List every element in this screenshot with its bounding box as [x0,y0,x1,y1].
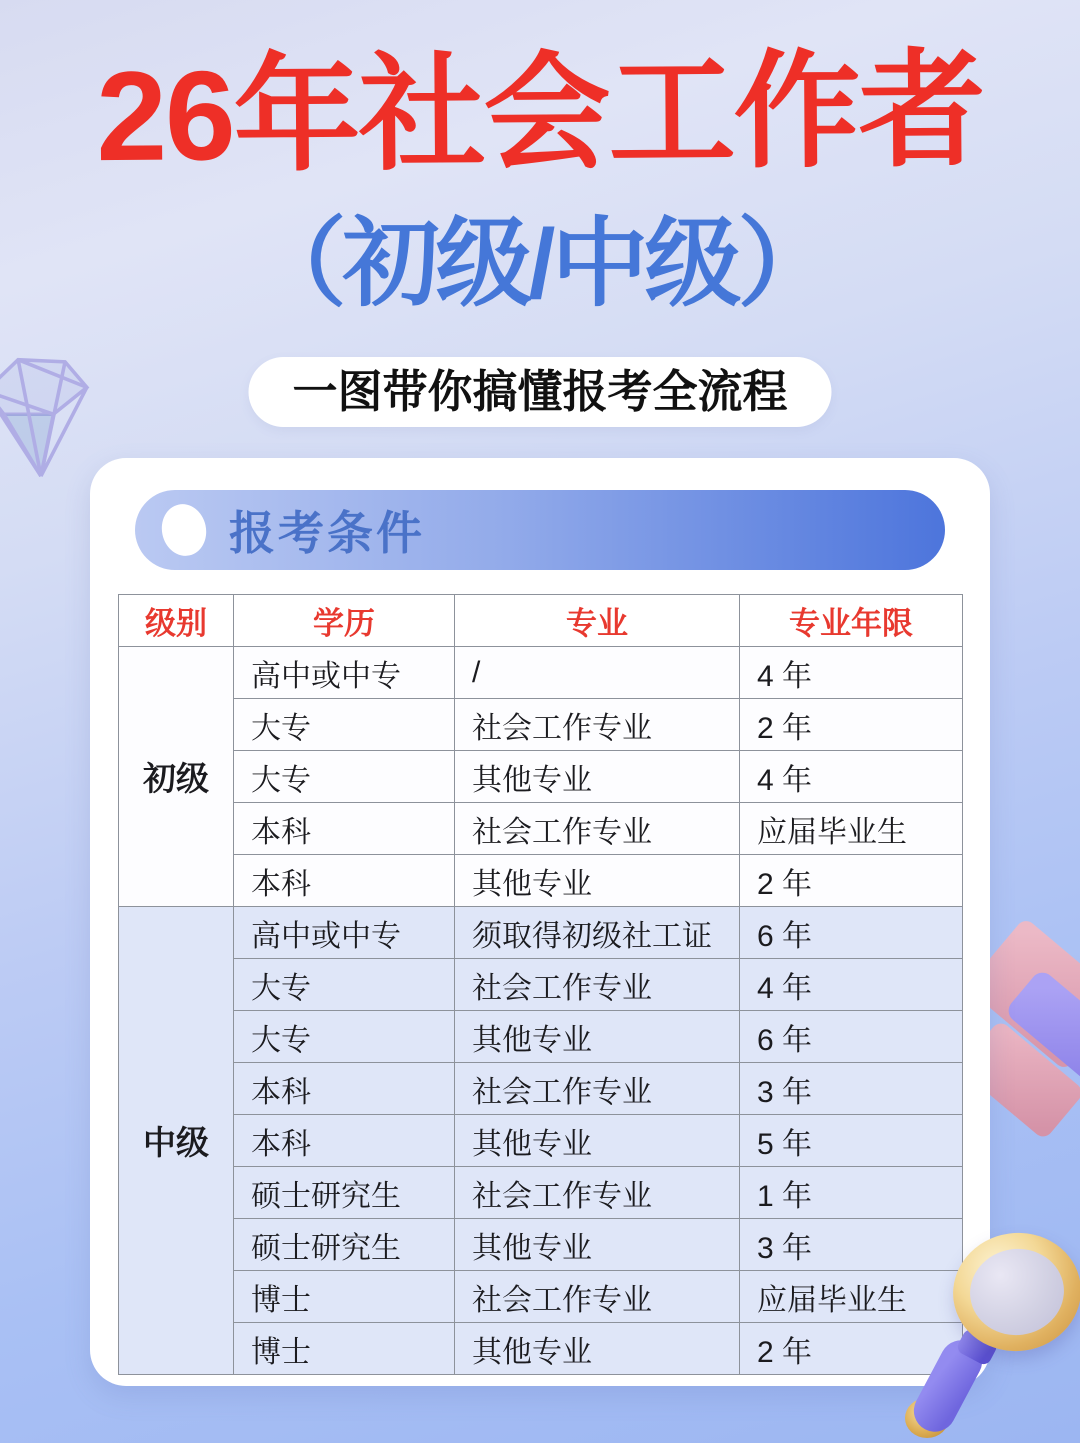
table-cell: 其他专业 [455,1115,740,1167]
table-header-row [119,595,963,647]
table-row [119,751,963,803]
content-card [90,458,990,1386]
table-cell: 社会工作专业 [455,959,740,1011]
table-cell: 6 年 [740,1011,963,1063]
table-cell: 博士 [234,1323,455,1375]
table-row [119,1219,963,1271]
table-row [119,959,963,1011]
table-cell: 本科 [234,855,455,907]
table-cell: 其他专业 [455,1011,740,1063]
table-cell: / [455,647,740,699]
table-cell: 应届毕业生 [740,1271,963,1323]
table-row [119,1063,963,1115]
table-cell: 其他专业 [455,751,740,803]
table-cell: 本科 [234,1063,455,1115]
table-row [119,1115,963,1167]
requirements-table [118,594,963,1375]
table-body [119,647,963,1375]
table-row [119,699,963,751]
table-cell: 社会工作专业 [455,803,740,855]
table-cell: 2 年 [740,1323,963,1375]
table-row [119,1011,963,1063]
table-cell: 5 年 [740,1115,963,1167]
table-cell: 其他专业 [455,1219,740,1271]
column-header-major: 专业 [455,595,740,647]
table-cell: 应届毕业生 [740,803,963,855]
table-cell: 2 年 [740,855,963,907]
table-cell: 社会工作专业 [455,1271,740,1323]
page-subtitle: （初级/中级） [249,209,831,318]
table-cell: 4 年 [740,647,963,699]
table-cell: 本科 [234,1115,455,1167]
magnifier-lens [964,1243,1069,1341]
level-cell: 初级 [119,647,234,907]
table-cell: 其他专业 [455,1323,740,1375]
table-cell: 博士 [234,1271,455,1323]
table-cell: 社会工作专业 [455,699,740,751]
table-cell: 须取得初级社工证 [455,907,740,959]
table-cell: 本科 [234,803,455,855]
banner: 一图带你搞懂报考全流程 [248,357,831,427]
table-cell: 4 年 [740,751,963,803]
table-cell: 大专 [234,699,455,751]
table-row [119,907,963,959]
table-cell: 社会工作专业 [455,1063,740,1115]
table-row [119,647,963,699]
table-cell: 其他专业 [455,855,740,907]
table-cell: 6 年 [740,907,963,959]
column-header-education: 学历 [234,595,455,647]
section-header [135,490,945,570]
table-cell: 1 年 [740,1167,963,1219]
table-cell: 社会工作专业 [455,1167,740,1219]
table-cell: 大专 [234,1011,455,1063]
level-cell: 中级 [119,907,234,1375]
table-cell: 硕士研究生 [234,1167,455,1219]
table-row [119,1323,963,1375]
bullet-dot-icon [157,500,211,560]
table-cell: 高中或中专 [234,907,455,959]
table-cell: 高中或中专 [234,647,455,699]
column-header-years: 专业年限 [740,595,963,647]
table-row [119,855,963,907]
table-row [119,1271,963,1323]
table-cell: 大专 [234,959,455,1011]
table-cell: 3 年 [740,1063,963,1115]
table-cell: 4 年 [740,959,963,1011]
table-row [119,803,963,855]
table-cell: 2 年 [740,699,963,751]
table-row [119,1167,963,1219]
table-cell: 大专 [234,751,455,803]
section-title: 报考条件 [229,507,425,559]
table-cell: 硕士研究生 [234,1219,455,1271]
column-header-level: 级别 [119,595,234,647]
table-cell: 3 年 [740,1219,963,1271]
page-title: 26年社会工作者 [95,38,985,188]
